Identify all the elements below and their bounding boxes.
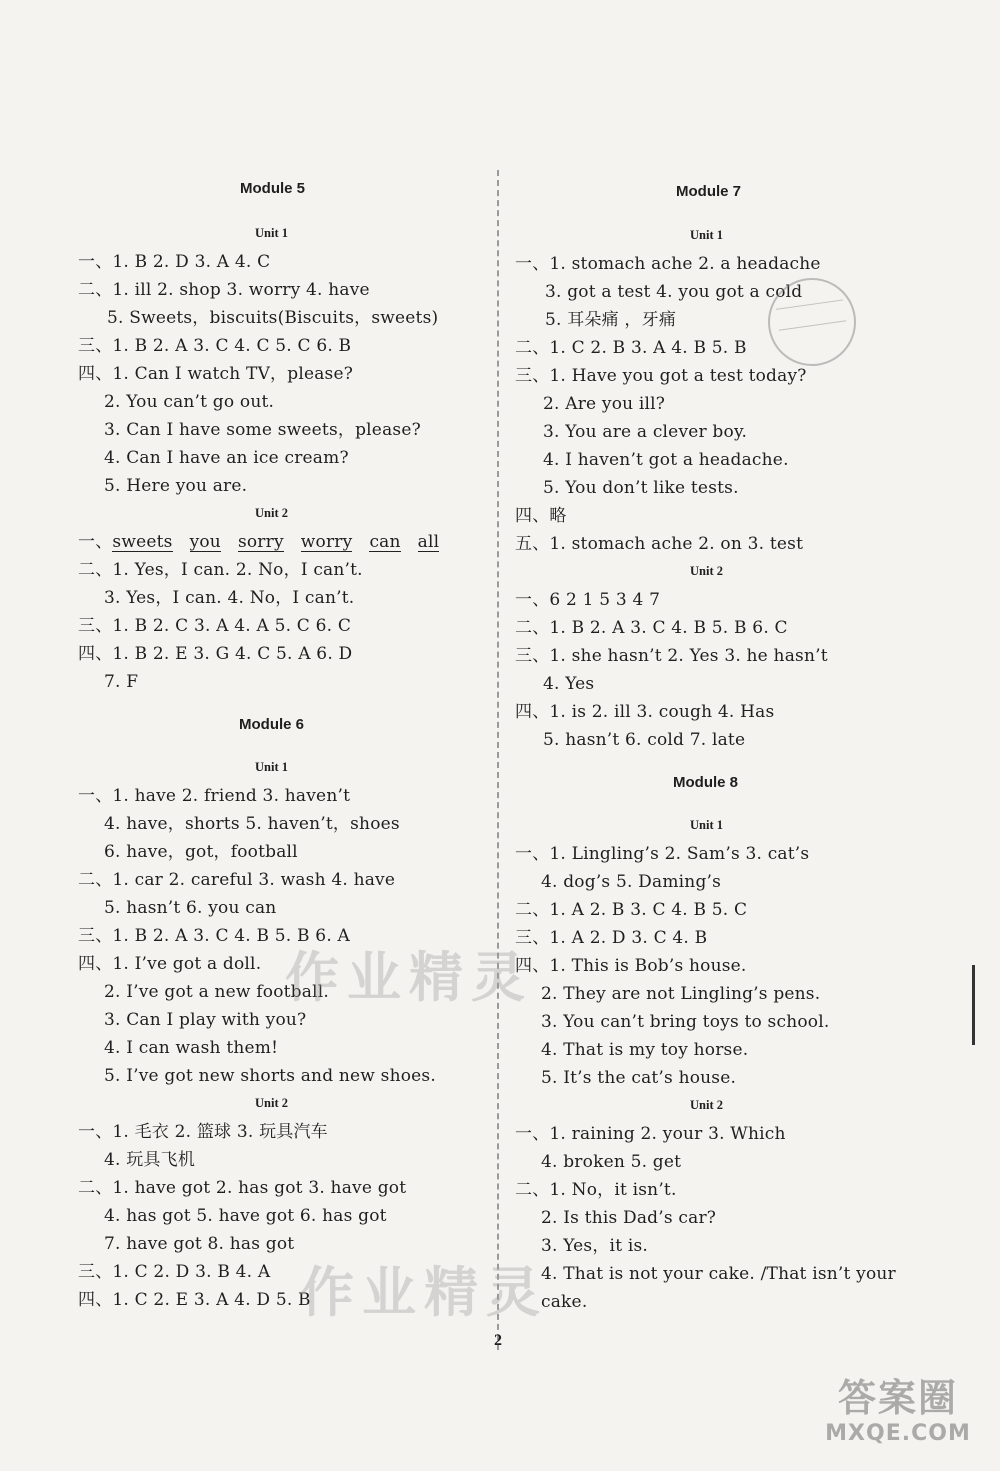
m5-u2-word-row [78,532,456,552]
m5-u2-line-4: 四、1. B 2. E 3. G 4. C 5. A 6. D [78,644,353,664]
m8-u2-line-4: 2. Is this Dad’s car? [541,1208,717,1228]
m7-u1-line-11: 五、1. stomach ache 2. on 3. test [515,534,804,554]
m5-u1-line-7: 3. Can I have some sweets，please? [104,420,421,440]
m6-u1-line-3: 6. have，got，football [104,842,298,862]
module-8-title: Module 8 [673,774,739,791]
m5-u2-line-2: 3. Yes，I can. 4. No，I can’t. [104,588,355,608]
m8-u2-line-2: 4. broken 5. get [541,1152,682,1172]
margin-mark [972,965,975,1045]
m7-u1-line-5: 三、1. Have you got a test today? [515,366,807,386]
module-5-unit-2-title: Unit 2 [255,506,288,520]
m7-u1-line-10: 四、略 [515,506,567,526]
watermark-bottom: 作业精灵 [300,1261,548,1324]
module-8-unit-2-title: Unit 2 [690,1098,723,1112]
m5-u2-line-1: 二、1. Yes，I can. 2. No，I can’t. [78,560,363,580]
m5-u1-line-2: 二、1. ill 2. shop 3. worry 4. have [78,280,370,300]
m6-u1-line-2: 4. have，shorts 5. haven’t，shoes [104,814,400,834]
site-logo-main: 答案圈 [837,1376,958,1420]
m6-u2-line-1: 一、1. 毛衣 2. 篮球 3. 玩具汽车 [78,1122,328,1142]
m6-u1-line-8: 2. I’ve got a new football. [104,982,329,1002]
m6-u1-line-11: 5. I’ve got new shorts and new shoes. [104,1066,436,1086]
watermark-top: 作业精灵 [285,946,533,1009]
module-7-unit-1-title: Unit 1 [690,228,723,242]
m7-u1-line-4: 二、1. C 2. B 3. A 4. B 5. B [515,338,747,358]
m8-u1-line-4: 三、1. A 2. D 3. C 4. B [515,928,708,948]
m7-u2-line-2: 二、1. B 2. A 3. C 4. B 5. B 6. C [515,618,788,638]
underlined-word: worry [300,532,353,552]
m6-u2-line-7: 四、1. C 2. E 3. A 4. D 5. B [78,1290,311,1310]
module-5-title: Module 5 [240,180,306,197]
page-number: 2 [494,1332,502,1349]
m8-u2-line-5: 3. Yes，it is. [541,1236,648,1256]
underlined-word: sweets [112,532,173,552]
m7-u1-line-8: 4. I haven’t got a headache. [543,450,789,470]
m5-u1-line-6: 2. You can’t go out. [104,392,275,412]
m5-u1-line-9: 5. Here you are. [104,476,248,496]
m6-u1-line-1: 一、1. have 2. friend 3. haven’t [78,786,351,806]
module-7-title: Module 7 [676,183,742,200]
m6-u1-line-6: 三、1. B 2. A 3. C 4. B 5. B 6. A [78,926,350,946]
underlined-word: can [369,532,401,552]
m7-u2-line-3: 三、1. she hasn’t 2. Yes 3. he hasn’t [515,646,828,666]
m5-u1-line-3: 5. Sweets，biscuits(Biscuits，sweets) [107,308,439,328]
column-divider [497,170,499,1350]
m6-u1-line-10: 4. I can wash them! [104,1038,279,1058]
m8-u2-line-7: cake. [541,1292,588,1312]
m6-u2-line-4: 4. has got 5. have got 6. has got [104,1206,387,1226]
m8-u2-line-6: 4. That is not your cake. /That isn’t your [541,1264,896,1284]
m8-u1-line-3: 二、1. A 2. B 3. C 4. B 5. C [515,900,748,920]
m8-u1-line-6: 2. They are not Lingling’s pens. [541,984,821,1004]
m7-u2-line-5: 四、1. is 2. ill 3. cough 4. Has [515,702,775,722]
m8-u2-line-3: 二、1. No，it isn’t. [515,1180,677,1200]
m8-u1-line-1: 一、1. Lingling’s 2. Sam’s 3. cat’s [515,844,810,864]
m6-u1-line-5: 5. hasn’t 6. you can [104,898,277,918]
m5-u1-line-8: 4. Can I have an ice cream? [104,448,349,468]
underlined-word: you [189,532,221,552]
m7-u1-line-3: 5. 耳朵痛 ，牙痛 [545,310,677,330]
m8-u2-line-1: 一、1. raining 2. your 3. Which [515,1124,786,1144]
m6-u2-line-3: 二、1. have got 2. has got 3. have got [78,1178,407,1198]
m5-u2-line-3: 三、1. B 2. C 3. A 4. A 5. C 6. C [78,616,352,636]
m6-u2-line-5: 7. have got 8. has got [104,1234,295,1254]
m7-u2-line-4: 4. Yes [543,674,595,694]
module-7-unit-2-title: Unit 2 [690,564,723,578]
m8-u1-line-5: 四、1. This is Bob’s house. [515,956,747,976]
m7-u1-line-6: 2. Are you ill? [543,394,666,414]
module-5-unit-1-title: Unit 1 [255,226,288,240]
module-6-title: Module 6 [239,716,305,733]
site-logo-sub: MXQE.COM [825,1421,971,1446]
m6-u2-line-2: 4. 玩具飞机 [104,1150,196,1170]
m6-u1-line-7: 四、1. I’ve got a doll. [78,954,262,974]
m8-u1-line-8: 4. That is my toy horse. [541,1040,749,1060]
m7-u2-line-6: 5. hasn’t 6. cold 7. late [543,730,746,750]
m6-u1-line-9: 3. Can I play with you? [104,1010,307,1030]
m8-u1-line-2: 4. dog’s 5. Daming’s [541,872,722,892]
site-logo [818,1375,978,1461]
m5-u1-line-4: 三、1. B 2. A 3. C 4. C 5. C 6. B [78,336,352,356]
m5-u1-line-1: 一、1. B 2. D 3. A 4. C [78,252,271,272]
m7-u1-line-1: 一、1. stomach ache 2. a headache [515,254,821,274]
underlined-word: all [417,532,440,552]
m7-u1-line-7: 3. You are a clever boy. [543,422,748,442]
underlined-word: sorry [237,532,284,552]
module-6-unit-1-title: Unit 1 [255,760,288,774]
module-6-unit-2-title: Unit 2 [255,1096,288,1110]
m7-u1-line-2: 3. got a test 4. you got a cold [545,282,803,302]
module-8-unit-1-title: Unit 1 [690,818,723,832]
m5-u1-line-5: 四、1. Can I watch TV，please? [78,364,354,384]
m5-u2-q1-prefix: 一、 [78,532,113,552]
m8-u1-line-7: 3. You can’t bring toys to school. [541,1012,830,1032]
m7-u2-line-1: 一、6 2 1 5 3 4 7 [515,590,661,610]
m5-u2-line-5: 7. F [104,672,139,692]
m8-u1-line-9: 5. It’s the cat’s house. [541,1068,737,1088]
m6-u2-line-6: 三、1. C 2. D 3. B 4. A [78,1262,271,1282]
m7-u1-line-9: 5. You don’t like tests. [543,478,739,498]
m6-u1-line-4: 二、1. car 2. careful 3. wash 4. have [78,870,396,890]
